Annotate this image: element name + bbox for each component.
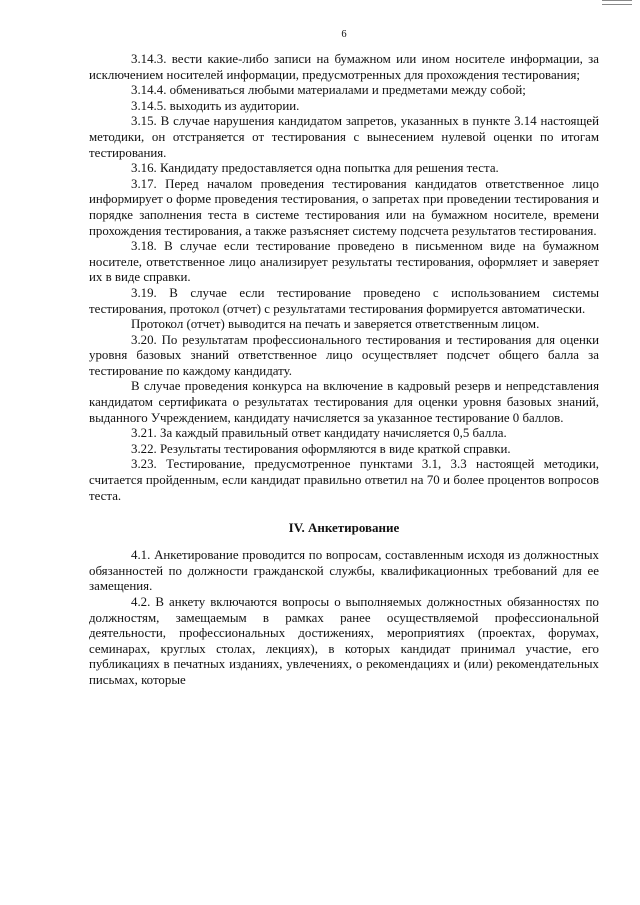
document-page xyxy=(89,28,599,689)
paragraph-4-2: 4.2. В анкету включаются вопросы о выполняемых должностных обязанностях по должностям, замещаемым в рамках ранее осуществляемой профессиональной деятельности, профессиональных достижениях, мероприятиях (проектах, форумах, семинарах, круглых столах, лекциях), в которых кандидат принимал участие, его публикациях в печатных изданиях, увлечениях, о рекомендациях и (или) рекомендательных письмах, которые xyxy=(89,595,599,687)
paragraph-3-19: 3.19. В случае если тестирование проведено с использованием системы тестирования, протокол (отчет) с результатами тестирования формируется автоматически. xyxy=(89,285,599,316)
section-3-body xyxy=(89,52,599,504)
paragraph-3-22: 3.22. Результаты тестирования оформляются в виде краткой справки. xyxy=(131,441,511,456)
paragraph-3-18: 3.18. В случае если тестирование проведено в письменном виде на бумажном носителе, ответственное лицо анализирует результаты тестирования, оформляет и заверяет их в виде справки. xyxy=(89,239,599,285)
corner-mark xyxy=(602,0,632,5)
page-number: 6 xyxy=(341,29,347,40)
paragraph-reserve: В случае проведения конкурса на включение в кадровый резерв и непредставления кандидатом сертификата о результатах тестирования для оценки уровня базовых знаний, выданного Учреждением, кандидату начисляется за указанное тестирование 0 баллов. xyxy=(89,379,599,425)
section-heading: IV. Анкетирование xyxy=(288,520,400,536)
paragraph-3-14-5: 3.14.5. выходить из аудитории. xyxy=(131,98,300,113)
paragraph-3-15: 3.15. В случае нарушения кандидатом запретов, указанных в пункте 3.14 настоящей методики, он отстраняется от тестирования с вынесением нулевой оценки по итогам тестирования. xyxy=(89,114,599,160)
paragraph-3-23: 3.23. Тестирование, предусмотренное пунктами 3.1, 3.3 настоящей методики, считается пройденным, если кандидат правильно ответил на 70 и более процентов вопросов теста. xyxy=(89,457,599,503)
section-4-body xyxy=(89,548,599,688)
paragraph-4-1: 4.1. Анкетирование проводится по вопросам, составленным исходя из должностных обязанностей по должности гражданской службы, квалификационных требований для ее замещения. xyxy=(89,548,599,594)
paragraph-3-20: 3.20. По результатам профессионального тестирования и тестирования для оценки уровня базовых знаний ответственное лицо осуществляет подсчет общего балла за тестирование по каждому кандидату. xyxy=(89,332,599,378)
paragraph-3-14-4: 3.14.4. обмениваться любыми материалами и предметами между собой; xyxy=(131,83,526,98)
paragraph-protocol: Протокол (отчет) выводится на печать и заверяется ответственным лицом. xyxy=(131,317,540,332)
paragraph-3-16: 3.16. Кандидату предоставляется одна попытка для решения теста. xyxy=(131,161,499,176)
paragraph-3-14-3: 3.14.3. вести какие-либо записи на бумажном или ином носителе информации, за исключением носителей информации, предусмотренных для прохождения тестирования; xyxy=(89,52,599,82)
paragraph-3-21: 3.21. За каждый правильный ответ кандидату начисляется 0,5 балла. xyxy=(131,426,507,441)
paragraph-3-17: 3.17. Перед началом проведения тестирования кандидатов ответственное лицо информирует о форме проведения тестирования, о запретах при проведении тестирования и порядке заполнения теста в системе тестирования или на бумажном носителе, времени прохождения тестирования, а также разъясняет систему подсчета результатов тестирования. xyxy=(89,176,599,238)
